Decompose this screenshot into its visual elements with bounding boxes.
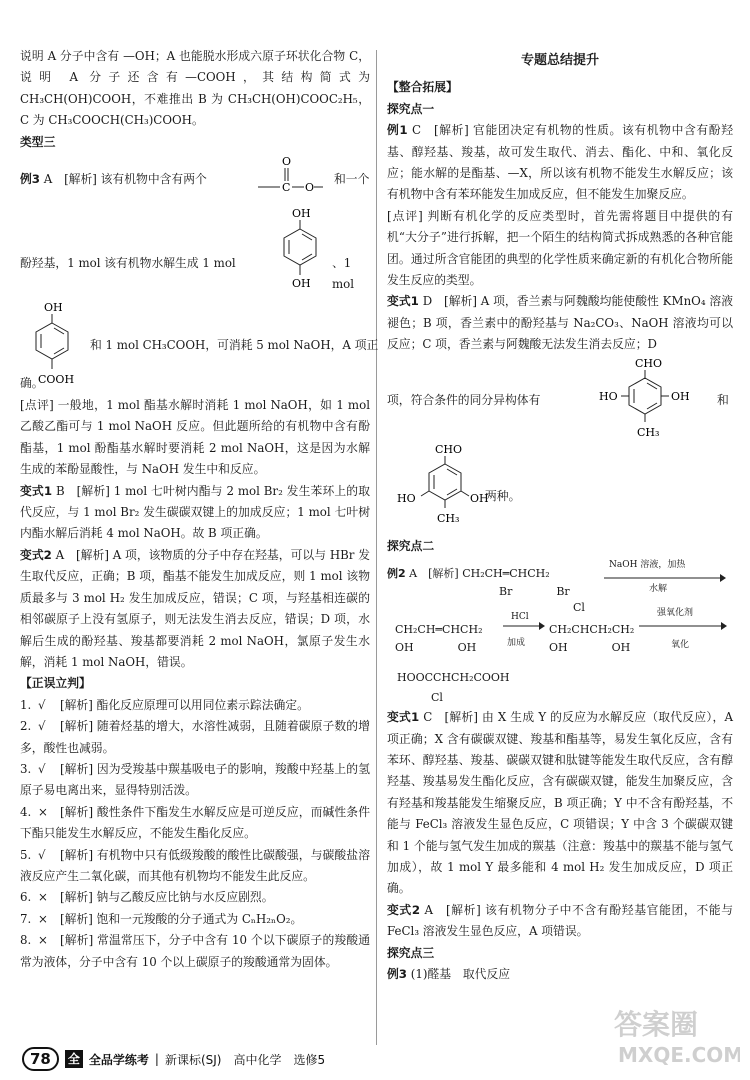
variant-label: 变式2: [20, 547, 52, 562]
item-text: [解析] 常温常压下，分子中含有 10 个以下碳原子的羧酸通常为液体，分子中含有 10 个以上碳原子的羧酸通常为固体。: [20, 933, 370, 969]
watermark-text: 答案圈: [614, 1008, 699, 1041]
volume-label: 选修5: [293, 1052, 326, 1067]
judge-mark: ×: [38, 804, 48, 819]
svg-text:CHO: CHO: [635, 356, 663, 370]
variant-label: 变式1: [20, 483, 53, 498]
reactant-chain: CH₂CH═CHCH₂: [462, 567, 550, 581]
variant22-paragraph: 变式2 A [解析] 该有机物分子中不含有酚羟基官能团，不能与 FeCl₃ 溶液发生显色反应，A 项错误。: [387, 902, 733, 939]
svg-text:HO: HO: [599, 389, 618, 403]
svg-text:OH: OH: [470, 491, 489, 505]
reaction-scheme: 例2 A [解析] CH₂CH═CHCH₂ Br Br NaOH 溶液，加热 水解 CH₂CH═CHCH₂ OH OH HCl 加成 Cl CH₂CHCH₂CH₂ OH OH 强氧化剂 氧化 HOOCCHCH₂COOH Cl: [387, 557, 733, 707]
judge-mark: √: [38, 761, 46, 776]
judge-list: [20, 695, 370, 973]
item-number: 7.: [20, 911, 32, 926]
item-text: [解析] 随着烃基的增大，水溶性减弱，且随着碳原子数的增多，酸性也减弱。: [20, 719, 370, 755]
judge-mark: √: [38, 719, 46, 734]
item-text: [解析] 饱和一元羧酸的分子通式为 CₙH₂ₙO₂。: [60, 911, 303, 926]
item-number: 1.: [20, 697, 32, 712]
left-column: [20, 46, 379, 973]
comment1-paragraph: [点评] 判断有机化学的反应类型时，首先需将题目中提供的有机“大分子”进行拆解，把一个陌生的结构简式拆成熟悉的各种官能团。通过所含官能团的典型的化学性质来确定新的有机化合物所能发生反应的类型。: [387, 208, 733, 288]
judge-item: [20, 759, 370, 802]
judge-mark: ×: [38, 933, 48, 948]
isomer1-structure: [599, 356, 709, 442]
topic-heading: 探究点二: [387, 538, 435, 553]
item-text: [解析] 钠与乙酸反应比钠与水反应剧烈。: [60, 890, 274, 905]
hydroxybenzoic-line: [20, 299, 379, 395]
item-number: 3.: [20, 761, 32, 776]
svg-text:OH: OH: [292, 207, 311, 221]
ester-group-structure: [254, 153, 324, 199]
item-text: [解析] 因为受羧基中羰基吸电子的影响，羧酸中羟基上的氢原子易电离出来，显得特别活泼。: [20, 761, 370, 798]
judge-item: [20, 930, 370, 973]
section-title: 专题总结提升: [520, 53, 599, 68]
topic-heading: 探究点一: [387, 101, 435, 116]
variant1-paragraph: 变式1 B [解析] 1 mol 七叶树内酯与 2 mol Br₂ 发生苯环上的取代反应，与 1 mol Br₂ 发生碳碳双键上的加成反应；1 mol 七叶树内酯水解后消耗 4 mol NaOH。故 B 项正确。: [20, 483, 371, 541]
item-number: 8.: [20, 933, 32, 948]
item-text: [解析] 有机物中只有低级羧酸的酸性比碳酸强，与碳酸盐溶液反应产生二氧化碳，而其他有机物均不能发生此反应。: [20, 847, 370, 883]
ester-oxygen: O: [305, 181, 315, 195]
carbon-atom: C: [282, 181, 291, 195]
example-text-f: 确。: [20, 376, 44, 391]
judge-mark: √: [38, 697, 46, 712]
item-number: 2.: [20, 719, 32, 734]
watermark-logo: [600, 1000, 740, 1070]
right-column: [387, 46, 733, 985]
example-text-e: 和 1 mol CH₃COOH，可消耗 5 mol NaOH，A 项正: [90, 338, 379, 353]
carbonyl-oxygen: O: [282, 155, 292, 169]
isomer-line: 项，符合条件的同分异构体有 CHO HO OH CH₃ 和: [387, 356, 733, 442]
item-number: 5.: [20, 847, 32, 862]
column-divider: [376, 50, 377, 1045]
type-heading: 类型三: [20, 134, 56, 149]
svg-text:OH: OH: [44, 301, 63, 315]
example-text-c: 酚羟基，1 mol 该有机物水解生成 1 mol: [20, 256, 236, 271]
brand-icon: 全: [65, 1050, 83, 1068]
example-text-d: 、1 mol: [332, 256, 355, 292]
svg-text:HO: HO: [397, 491, 416, 505]
example1-paragraph: 例1 C [解析] 官能团决定有机物的性质。该有机物中含有酚羟基、醇羟基、羧基，故可发生取代、消去、酯化、中和、氧化反应；能水解的是酯基、—X，所以该有机物不能发生水解反应；该有机物中含有苯环能发生加成反应，但不能发生加聚反应。: [387, 123, 734, 202]
judge-item: [20, 695, 370, 716]
watermark-url: MXQE.COM: [618, 1043, 740, 1067]
variant2-paragraph: 变式2 A [解析] A 项，该物质的分子中存在羟基，可以与 HBr 发生取代反应，正确；B 项，酯基不能发生加成反应，则 1 mol 该物质最多与 3 mol H₂ 发生加成反应，错误；C 项，与羟基相连碳的相邻碳原子上没有氢原子，则无法发生消去反应，错误；D 项，水解后生成的酚羟基、羧基都要消耗 2 mol NaOH，氯原子发生水解，消耗 1 mol NaOH，错误。: [20, 547, 371, 669]
example3-block: [20, 153, 370, 205]
judge-item: [20, 802, 370, 845]
book-title: 全品学练考: [88, 1052, 149, 1067]
item-text: [解析] 酯化反应原理可以用同位素示踪法确定。: [60, 697, 309, 712]
judge-mark: ×: [38, 911, 48, 926]
svg-text:CHO: CHO: [435, 442, 463, 456]
svg-text:COOH: COOH: [38, 373, 75, 387]
item-text: [解析] 酸性条件下酯发生水解反应是可逆反应，而碱性条件下酯只能发生水解反应，不能发生酯化反应。: [20, 804, 370, 841]
judge-item: [20, 887, 370, 908]
comment-paragraph: [点评] 一般地，1 mol 酯基水解时消耗 1 mol NaOH，如 1 mol 乙酸乙酯可与 1 mol NaOH 反应。但此题所给的有机物中含有酚酯基，1 mol 酚酯基水解时要消耗 2 mol NaOH，这是因为水解生成的苯酚显酸性，与 NaOH 发生中和反应。: [20, 398, 370, 477]
svg-text:OH: OH: [671, 389, 690, 403]
example-text: A [解析] 该有机物中含有两个: [43, 172, 207, 187]
topic-heading: 探究点三: [387, 945, 435, 960]
item-number: 4.: [20, 804, 32, 819]
paragraph-intro: 说明 A 分子中含有 —OH；A 也能脱水形成六原子环状化合物 C，说明 A 分子还含有—COOH，其结构简式为 CH₃CH(OH)COOH，不难推出 B 为 CH₃CH(OH)COOC₂H₅，C 为 CH₃COOCH(CH₃)COOH。: [20, 49, 370, 128]
judge-mark: ×: [38, 890, 48, 905]
page-number: 78: [22, 1047, 59, 1071]
example-text-b: 和一个: [334, 172, 370, 187]
judge-item: [20, 909, 370, 930]
judge-item: [20, 845, 370, 888]
subject-label: 高中化学: [233, 1052, 282, 1067]
edition-label: 新课标(SJ): [164, 1052, 222, 1067]
page-footer: 78 全 全品学练考 | 新课标(SJ) 高中化学 选修5: [22, 1047, 325, 1071]
judge-mark: √: [38, 847, 46, 862]
example3-paragraph: 例3 (1)醛基 取代反应: [387, 966, 511, 981]
example-label: 例3: [20, 172, 41, 187]
hydroquinone-line: [20, 205, 370, 299]
judge-heading: 【正误立判】: [20, 676, 91, 691]
judge-item: [20, 716, 370, 759]
svg-text:CH₃: CH₃: [637, 425, 660, 439]
subsection-heading: 【整合拓展】: [387, 80, 458, 95]
isomer2-line: CHO HO OH CH₃ 两种。: [387, 442, 733, 532]
item-number: 6.: [20, 890, 32, 905]
svg-text:CH₃: CH₃: [437, 511, 460, 525]
svg-text:OH: OH: [292, 277, 311, 291]
variant1-paragraph: 变式1 D [解析] A 项，香兰素与阿魏酸均能使酸性 KMnO₄ 溶液褪色；B 项，香兰素中的酚羟基与 Na₂CO₃、NaOH 溶液均可以反应；C 项，香兰素与阿魏酸无法发生消去反应；D: [387, 294, 734, 352]
hydroquinone-structure: [278, 205, 328, 299]
variant21-paragraph: 变式1 C [解析] 由 X 生成 Y 的反应为水解反应（取代反应），A 项正确；X 含有碳碳双键、羧基和酯基等，易发生氧化反应，含有苯环、醇羟基、羧基、碳碳双键和肽键等能发生取代反应，含有醇羟基、羧基易发生酯化反应，含有碳碳双键，能发生加聚反应，含有羟基和羧基能发生缩聚反应，B 项正确；Y 中不含有酚羟基，不能与 FeCl₃ 溶液发生显色反应，C 项错误；Y 中含 3 个碳碳双键和 1 个能与氢气发生加成的羰基（注意：羧基中的羰基不能与氢气加成），故 1 mol Y 最多能和 4 mol H₂ 发生加成反应，D 项正确。: [387, 710, 733, 896]
